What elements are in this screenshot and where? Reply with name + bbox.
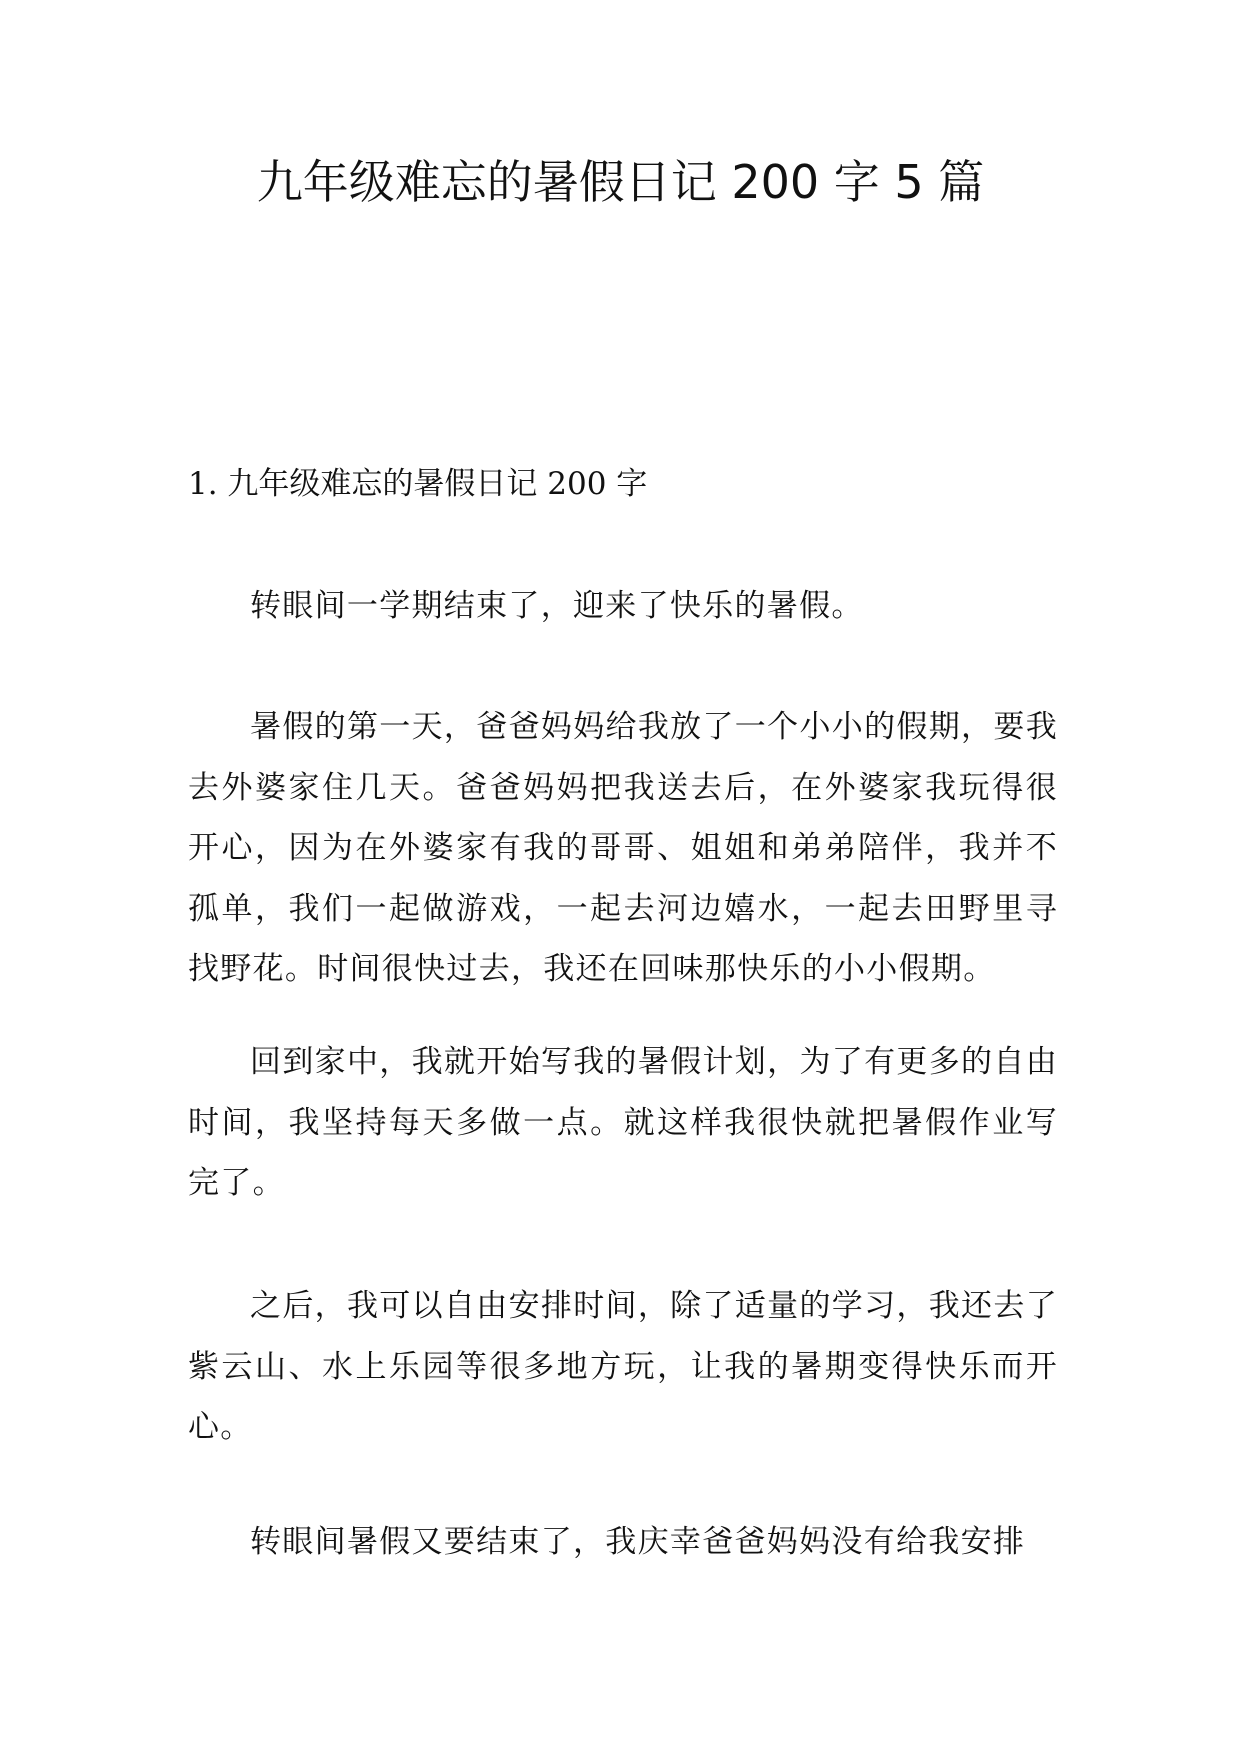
section-heading: 1. 九年级难忘的暑假日记 200 字 bbox=[188, 466, 648, 502]
paragraph: 转眼间一学期结束了，迎来了快乐的暑假。 bbox=[250, 588, 864, 624]
paragraph: 之后，我可以自由安排时间，除了适量的学习，我还去了紫云山、水上乐园等很多地方玩，让我的暑期变得快乐而开心。 bbox=[188, 1288, 1058, 1445]
paragraph: 暑假的第一天，爸爸妈妈给我放了一个小小的假期，要我去外婆家住几天。爸爸妈妈把我送去后，在外婆家我玩得很开心，因为在外婆家有我的哥哥、姐姐和弟弟陪伴，我并不孤单，我们一起做游戏，一起去河边嬉水，一起去田野里寻找野花。时间很快过去，我还在回味那快乐的小小假期。 bbox=[188, 709, 1058, 987]
paragraph: 转眼间暑假又要结束了，我庆幸爸爸妈妈没有给我安排 bbox=[250, 1524, 1026, 1560]
document-title: 九年级难忘的暑假日记 200 字 5 篇 bbox=[256, 155, 985, 209]
paragraph: 回到家中，我就开始写我的暑假计划，为了有更多的自由时间，我坚持每天多做一点。就这样我很快就把暑假作业写完了。 bbox=[188, 1044, 1058, 1201]
